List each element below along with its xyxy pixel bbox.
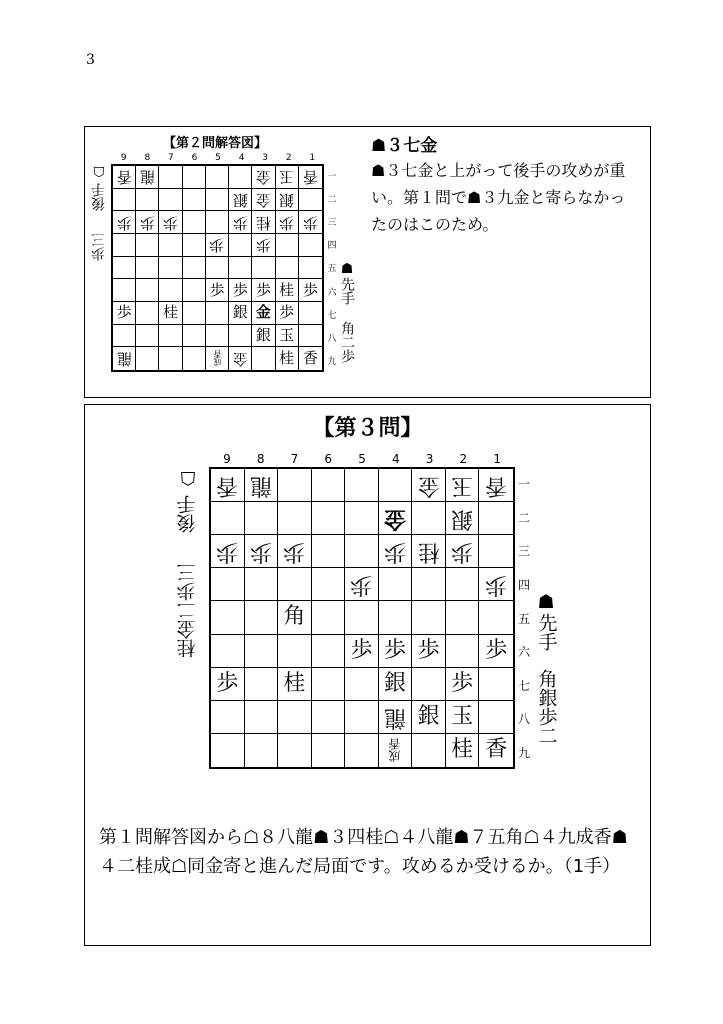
board-square[interactable] — [312, 568, 346, 601]
gote-piece[interactable]: 金 — [255, 168, 271, 187]
problem-description: 第１問解答図から☖８八龍☗３四桂☖４八龍☗７五角☖４九成香☗４二桂成☖同金寄と進んだ局面です。攻めるか受けるか。（1手） — [99, 827, 628, 877]
sente-piece[interactable]: 歩 — [485, 637, 508, 663]
board-square[interactable] — [479, 469, 513, 502]
board-square[interactable] — [245, 469, 279, 502]
problem-sente-mark-icon: ☗ — [537, 591, 555, 613]
board-square[interactable] — [245, 668, 279, 701]
gote-piece[interactable]: 香 — [216, 473, 239, 499]
answer-board — [111, 164, 324, 372]
answer-gote-hand: 歩三 — [91, 233, 107, 261]
board-square[interactable] — [379, 469, 413, 502]
answer-title: 【第２問解答図】 — [163, 136, 268, 151]
board-square[interactable] — [479, 701, 513, 734]
answer-sente-info — [337, 261, 357, 363]
board-square[interactable] — [345, 568, 379, 601]
sente-piece[interactable]: 歩 — [216, 670, 239, 696]
board-square[interactable] — [245, 535, 279, 568]
board-square[interactable] — [446, 668, 480, 701]
sente-piece[interactable]: 銀 — [255, 325, 271, 344]
problem-gote-mark-icon: ☖ — [179, 467, 197, 489]
board-square[interactable] — [345, 635, 379, 668]
board-square[interactable] — [245, 601, 279, 634]
gote-piece[interactable]: 歩 — [209, 236, 225, 255]
board-square[interactable] — [229, 257, 252, 280]
gote-piece[interactable]: 香 — [302, 168, 318, 187]
board-square[interactable] — [479, 668, 513, 701]
sente-piece[interactable]: 歩 — [279, 303, 295, 322]
sente-piece[interactable]: 歩 — [451, 670, 474, 696]
board-square[interactable] — [252, 257, 275, 280]
board-square[interactable] — [299, 279, 322, 302]
board-square[interactable] — [299, 234, 322, 257]
board-square[interactable] — [312, 734, 346, 767]
board-square[interactable] — [136, 189, 159, 212]
board-square[interactable] — [252, 325, 275, 348]
board-square[interactable] — [206, 189, 229, 212]
board-square[interactable] — [229, 325, 252, 348]
board-square[interactable] — [446, 701, 480, 734]
board-square[interactable] — [412, 568, 446, 601]
answer-box — [84, 126, 651, 398]
answer-gote-label: 後手 — [91, 183, 107, 211]
problem-sente-hand: 角銀歩二 — [535, 669, 558, 745]
board-square[interactable] — [299, 211, 322, 234]
board-square[interactable] — [278, 701, 312, 734]
gote-piece[interactable]: 銀 — [232, 190, 248, 209]
board-square[interactable] — [345, 668, 379, 701]
board-square[interactable] — [278, 469, 312, 502]
board-square[interactable] — [412, 601, 446, 634]
sente-piece[interactable]: 銀 — [232, 303, 248, 322]
row-label: 五 — [517, 611, 530, 626]
board-square[interactable] — [206, 302, 229, 325]
board-square[interactable] — [299, 257, 322, 280]
sente-piece[interactable]: 角 — [283, 604, 306, 630]
gote-piece[interactable]: 銀 — [279, 190, 295, 209]
row-label: 六 — [327, 287, 337, 298]
board-square[interactable] — [159, 325, 182, 348]
column-label: 8 — [144, 153, 151, 163]
board-square[interactable] — [278, 502, 312, 535]
sente-piece[interactable]: 桂 — [279, 349, 295, 368]
row-label: 九 — [327, 356, 337, 367]
sente-piece[interactable]: 歩 — [255, 280, 271, 299]
board-square[interactable] — [479, 568, 513, 601]
board-square[interactable] — [159, 234, 182, 257]
gote-piece[interactable]: 歩 — [216, 539, 239, 565]
gote-piece[interactable]: 銀 — [451, 506, 474, 532]
row-label: 四 — [517, 577, 530, 592]
gote-piece[interactable]: 香 — [116, 168, 132, 187]
board-square[interactable] — [136, 302, 159, 325]
board-square[interactable] — [312, 502, 346, 535]
board-square[interactable] — [245, 701, 279, 734]
board-square[interactable] — [252, 234, 275, 257]
board-square[interactable] — [183, 211, 206, 234]
row-label: 八 — [327, 333, 337, 344]
board-square[interactable] — [345, 601, 379, 634]
board-square[interactable] — [245, 502, 279, 535]
board-square[interactable] — [278, 734, 312, 767]
board-square[interactable] — [379, 668, 413, 701]
column-label: 7 — [290, 452, 299, 466]
sente-piece[interactable]: 玉 — [451, 703, 474, 729]
board-square[interactable] — [276, 166, 299, 189]
row-label: 七 — [327, 310, 337, 321]
board-square[interactable] — [312, 668, 346, 701]
problem-sente-label: 先手 — [535, 613, 558, 651]
board-square[interactable] — [278, 635, 312, 668]
board-square[interactable] — [379, 734, 413, 767]
board-square[interactable] — [229, 279, 252, 302]
board-square[interactable] — [446, 601, 480, 634]
board-square[interactable] — [159, 302, 182, 325]
sente-piece[interactable]: 歩 — [232, 280, 248, 299]
gote-piece[interactable]: 玉 — [451, 473, 474, 499]
gote-piece[interactable]: 香 — [485, 473, 508, 499]
board-square[interactable] — [345, 701, 379, 734]
board-square[interactable] — [252, 279, 275, 302]
board-square[interactable] — [252, 211, 275, 234]
board-square[interactable] — [206, 325, 229, 348]
board-square[interactable] — [312, 601, 346, 634]
board-square[interactable] — [211, 635, 245, 668]
board-square[interactable] — [183, 325, 206, 348]
board-square[interactable] — [211, 502, 245, 535]
board-square[interactable] — [229, 302, 252, 325]
board-square[interactable] — [245, 734, 279, 767]
board-square[interactable] — [159, 166, 182, 189]
gote-piece[interactable]: 龍 — [249, 473, 272, 499]
board-square[interactable] — [278, 668, 312, 701]
board-square[interactable] — [345, 535, 379, 568]
problem-sente-info — [533, 591, 559, 745]
board-square[interactable] — [276, 325, 299, 348]
column-label: 5 — [358, 452, 366, 466]
board-square[interactable] — [299, 189, 322, 212]
gote-piece[interactable]: 歩 — [139, 213, 155, 232]
answer-sente-hand: 角二歩 — [339, 321, 355, 363]
gote-piece[interactable]: 歩 — [485, 572, 508, 598]
problem-board — [209, 467, 515, 769]
column-label: 7 — [168, 153, 174, 163]
board-square[interactable] — [159, 211, 182, 234]
board-square[interactable] — [379, 601, 413, 634]
board-square[interactable] — [446, 568, 480, 601]
board-square[interactable] — [211, 734, 245, 767]
board-square[interactable] — [229, 234, 252, 257]
row-label: 六 — [517, 645, 530, 660]
column-label: 6 — [324, 452, 333, 466]
gote-piece[interactable]: 金 — [417, 473, 440, 499]
gote-piece[interactable]: 龍 — [139, 168, 155, 187]
board-square[interactable] — [211, 568, 245, 601]
board-square[interactable] — [159, 347, 182, 370]
board-square[interactable] — [412, 734, 446, 767]
problem-box — [84, 404, 651, 946]
problem-gote-info — [175, 467, 201, 658]
board-square[interactable] — [159, 189, 182, 212]
answer-sente-mark-icon: ☗ — [340, 261, 354, 277]
board-square[interactable] — [299, 166, 322, 189]
board-square[interactable] — [229, 189, 252, 212]
board-square[interactable] — [211, 668, 245, 701]
board-square[interactable] — [252, 166, 275, 189]
gote-piece[interactable]: 桂 — [255, 213, 271, 232]
answer-gote-mark-icon: ☖ — [92, 163, 106, 179]
gote-piece[interactable]: 歩 — [283, 539, 306, 565]
board-square[interactable] — [345, 734, 379, 767]
gote-piece[interactable]: 成香 — [388, 738, 402, 763]
sente-piece[interactable]: 銀 — [417, 703, 440, 729]
column-label: 2 — [459, 452, 468, 466]
board-square[interactable] — [276, 302, 299, 325]
board-square[interactable] — [136, 234, 159, 257]
board-square[interactable] — [479, 734, 513, 767]
problem-title: 【第３問】 — [312, 416, 423, 441]
board-square[interactable] — [379, 701, 413, 734]
board-square[interactable] — [206, 211, 229, 234]
column-label: 5 — [215, 153, 221, 163]
board-square[interactable] — [299, 325, 322, 348]
board-square[interactable] — [379, 568, 413, 601]
sente-piece[interactable]: 銀 — [384, 670, 407, 696]
sente-piece[interactable]: 桂 — [163, 303, 179, 322]
column-label: 1 — [309, 153, 316, 163]
board-square[interactable] — [136, 325, 159, 348]
board-square[interactable] — [312, 635, 346, 668]
board-square[interactable] — [206, 279, 229, 302]
gote-piece[interactable]: 歩 — [116, 213, 132, 232]
answer-gote-info — [89, 163, 109, 261]
gote-piece[interactable]: 歩 — [451, 539, 474, 565]
gote-piece[interactable]: 玉 — [279, 168, 295, 187]
column-label: 9 — [120, 153, 127, 163]
board-square[interactable] — [412, 635, 446, 668]
board-square[interactable] — [113, 257, 136, 280]
board-square[interactable] — [211, 601, 245, 634]
answer-sente-label: 先手 — [339, 277, 355, 305]
gote-piece[interactable]: 金 — [255, 190, 271, 209]
board-square[interactable] — [159, 257, 182, 280]
board-square[interactable] — [211, 701, 245, 734]
column-label: 9 — [223, 452, 231, 466]
board-square[interactable] — [113, 302, 136, 325]
board-square[interactable] — [446, 502, 480, 535]
board-square[interactable] — [136, 347, 159, 370]
board-square[interactable] — [229, 347, 252, 370]
board-square[interactable] — [252, 347, 275, 370]
page-number: 3 — [86, 52, 95, 68]
sente-piece[interactable]: 歩 — [302, 280, 318, 299]
row-label: 二 — [327, 195, 337, 206]
board-square[interactable] — [299, 347, 322, 370]
board-square[interactable] — [312, 469, 346, 502]
sente-piece[interactable]: 歩 — [417, 637, 440, 663]
board-square[interactable] — [252, 302, 275, 325]
board-square[interactable] — [345, 469, 379, 502]
board-square[interactable] — [183, 347, 206, 370]
board-square[interactable] — [446, 535, 480, 568]
board-square[interactable] — [183, 257, 206, 280]
problem-gote-hand: 桂金二歩三 — [176, 563, 199, 658]
board-square[interactable] — [412, 502, 446, 535]
board-square[interactable] — [312, 701, 346, 734]
gote-piece[interactable]: 歩 — [302, 213, 318, 232]
gote-piece[interactable]: 桂 — [417, 539, 440, 565]
gote-piece[interactable]: 歩 — [255, 236, 271, 255]
board-square[interactable] — [278, 568, 312, 601]
board-square[interactable] — [278, 535, 312, 568]
board-square[interactable] — [276, 189, 299, 212]
column-label: 3 — [425, 452, 434, 466]
row-label: 九 — [517, 745, 530, 760]
board-square[interactable] — [206, 166, 229, 189]
board-square[interactable] — [183, 279, 206, 302]
column-label: 1 — [493, 452, 501, 466]
answer-column-labels — [112, 152, 324, 164]
problem-row-labels — [515, 467, 533, 769]
board-square[interactable] — [276, 211, 299, 234]
board-square[interactable] — [278, 601, 312, 634]
board-square[interactable] — [206, 234, 229, 257]
gote-piece[interactable]: 歩 — [232, 213, 248, 232]
board-square[interactable] — [136, 279, 159, 302]
board-square[interactable] — [136, 211, 159, 234]
board-square[interactable] — [312, 535, 346, 568]
board-square[interactable] — [113, 347, 136, 370]
board-square[interactable] — [276, 257, 299, 280]
gote-piece[interactable]: 龍 — [384, 704, 407, 730]
sente-piece[interactable]: 歩 — [116, 303, 132, 322]
board-square[interactable] — [206, 257, 229, 280]
gote-piece[interactable]: 歩 — [384, 539, 407, 565]
board-square[interactable] — [479, 535, 513, 568]
board-square[interactable] — [379, 502, 413, 535]
sente-piece[interactable]: 歩 — [384, 637, 407, 663]
sente-piece[interactable]: 桂 — [451, 737, 474, 763]
column-label: 6 — [191, 153, 198, 163]
board-square[interactable] — [479, 635, 513, 668]
board-square[interactable] — [299, 302, 322, 325]
row-label: 八 — [517, 712, 530, 727]
sente-piece[interactable]: 桂 — [283, 670, 306, 696]
row-label: 一 — [517, 477, 530, 492]
column-label: 4 — [238, 153, 245, 163]
board-square[interactable] — [183, 302, 206, 325]
board-square[interactable] — [446, 635, 480, 668]
board-square[interactable] — [113, 211, 136, 234]
board-square[interactable] — [113, 166, 136, 189]
board-square[interactable] — [113, 189, 136, 212]
row-label: 五 — [327, 264, 337, 275]
board-square[interactable] — [252, 189, 275, 212]
sente-piece[interactable]: 歩 — [209, 280, 225, 299]
board-square[interactable] — [276, 234, 299, 257]
gote-piece[interactable]: 龍 — [116, 350, 132, 369]
board-square[interactable] — [345, 502, 379, 535]
board-square[interactable] — [412, 701, 446, 734]
answer-move-title: ☗３七金 — [371, 136, 438, 156]
sente-piece[interactable]: 金 — [255, 303, 271, 322]
board-square[interactable] — [245, 635, 279, 668]
board-square[interactable] — [183, 234, 206, 257]
board-square[interactable] — [229, 166, 252, 189]
board-square[interactable] — [276, 347, 299, 370]
board-square[interactable] — [159, 279, 182, 302]
sente-piece[interactable]: 歩 — [350, 637, 373, 663]
column-label: 8 — [256, 452, 265, 466]
answer-comment: ☗３七金と上がって後手の攻めが重い。第１問で☗３九金と寄らなかったのはこのため。 — [371, 161, 626, 234]
board-square[interactable] — [206, 347, 229, 370]
problem-gote-label: 後手 — [176, 495, 199, 533]
column-label: 2 — [285, 153, 292, 163]
problem-column-labels — [210, 451, 514, 467]
gote-piece[interactable]: 歩 — [249, 539, 272, 565]
sente-piece[interactable]: 香 — [302, 349, 318, 368]
gote-piece[interactable]: 成香 — [211, 350, 222, 367]
board-square[interactable] — [229, 211, 252, 234]
sente-piece[interactable]: 玉 — [279, 325, 295, 344]
row-label: 二 — [517, 510, 530, 525]
gote-piece[interactable]: 金 — [384, 506, 407, 532]
board-square[interactable] — [113, 234, 136, 257]
gote-piece[interactable]: 歩 — [163, 213, 179, 232]
board-square[interactable] — [136, 166, 159, 189]
board-square[interactable] — [412, 469, 446, 502]
gote-piece[interactable]: 金 — [232, 350, 248, 369]
row-label: 三 — [327, 218, 337, 229]
board-square[interactable] — [113, 279, 136, 302]
board-square[interactable] — [412, 668, 446, 701]
board-square[interactable] — [183, 189, 206, 212]
row-label: 一 — [327, 172, 337, 183]
row-label: 七 — [517, 678, 530, 693]
board-square[interactable] — [479, 601, 513, 634]
board-square[interactable] — [183, 166, 206, 189]
row-label: 四 — [327, 241, 337, 252]
board-square[interactable] — [379, 635, 413, 668]
sente-piece[interactable]: 香 — [485, 737, 508, 763]
board-square[interactable] — [245, 568, 279, 601]
gote-piece[interactable]: 歩 — [350, 572, 373, 598]
board-square[interactable] — [446, 734, 480, 767]
board-square[interactable] — [136, 257, 159, 280]
board-square[interactable] — [379, 535, 413, 568]
column-label: 4 — [391, 452, 400, 466]
row-label: 三 — [517, 544, 530, 559]
board-square[interactable] — [276, 279, 299, 302]
board-square[interactable] — [211, 535, 245, 568]
sente-piece[interactable]: 桂 — [279, 280, 295, 299]
board-square[interactable] — [479, 502, 513, 535]
board-square[interactable] — [446, 469, 480, 502]
board-square[interactable] — [113, 325, 136, 348]
board-square[interactable] — [412, 535, 446, 568]
gote-piece[interactable]: 歩 — [279, 213, 295, 232]
column-label: 3 — [262, 153, 269, 163]
board-square[interactable] — [211, 469, 245, 502]
